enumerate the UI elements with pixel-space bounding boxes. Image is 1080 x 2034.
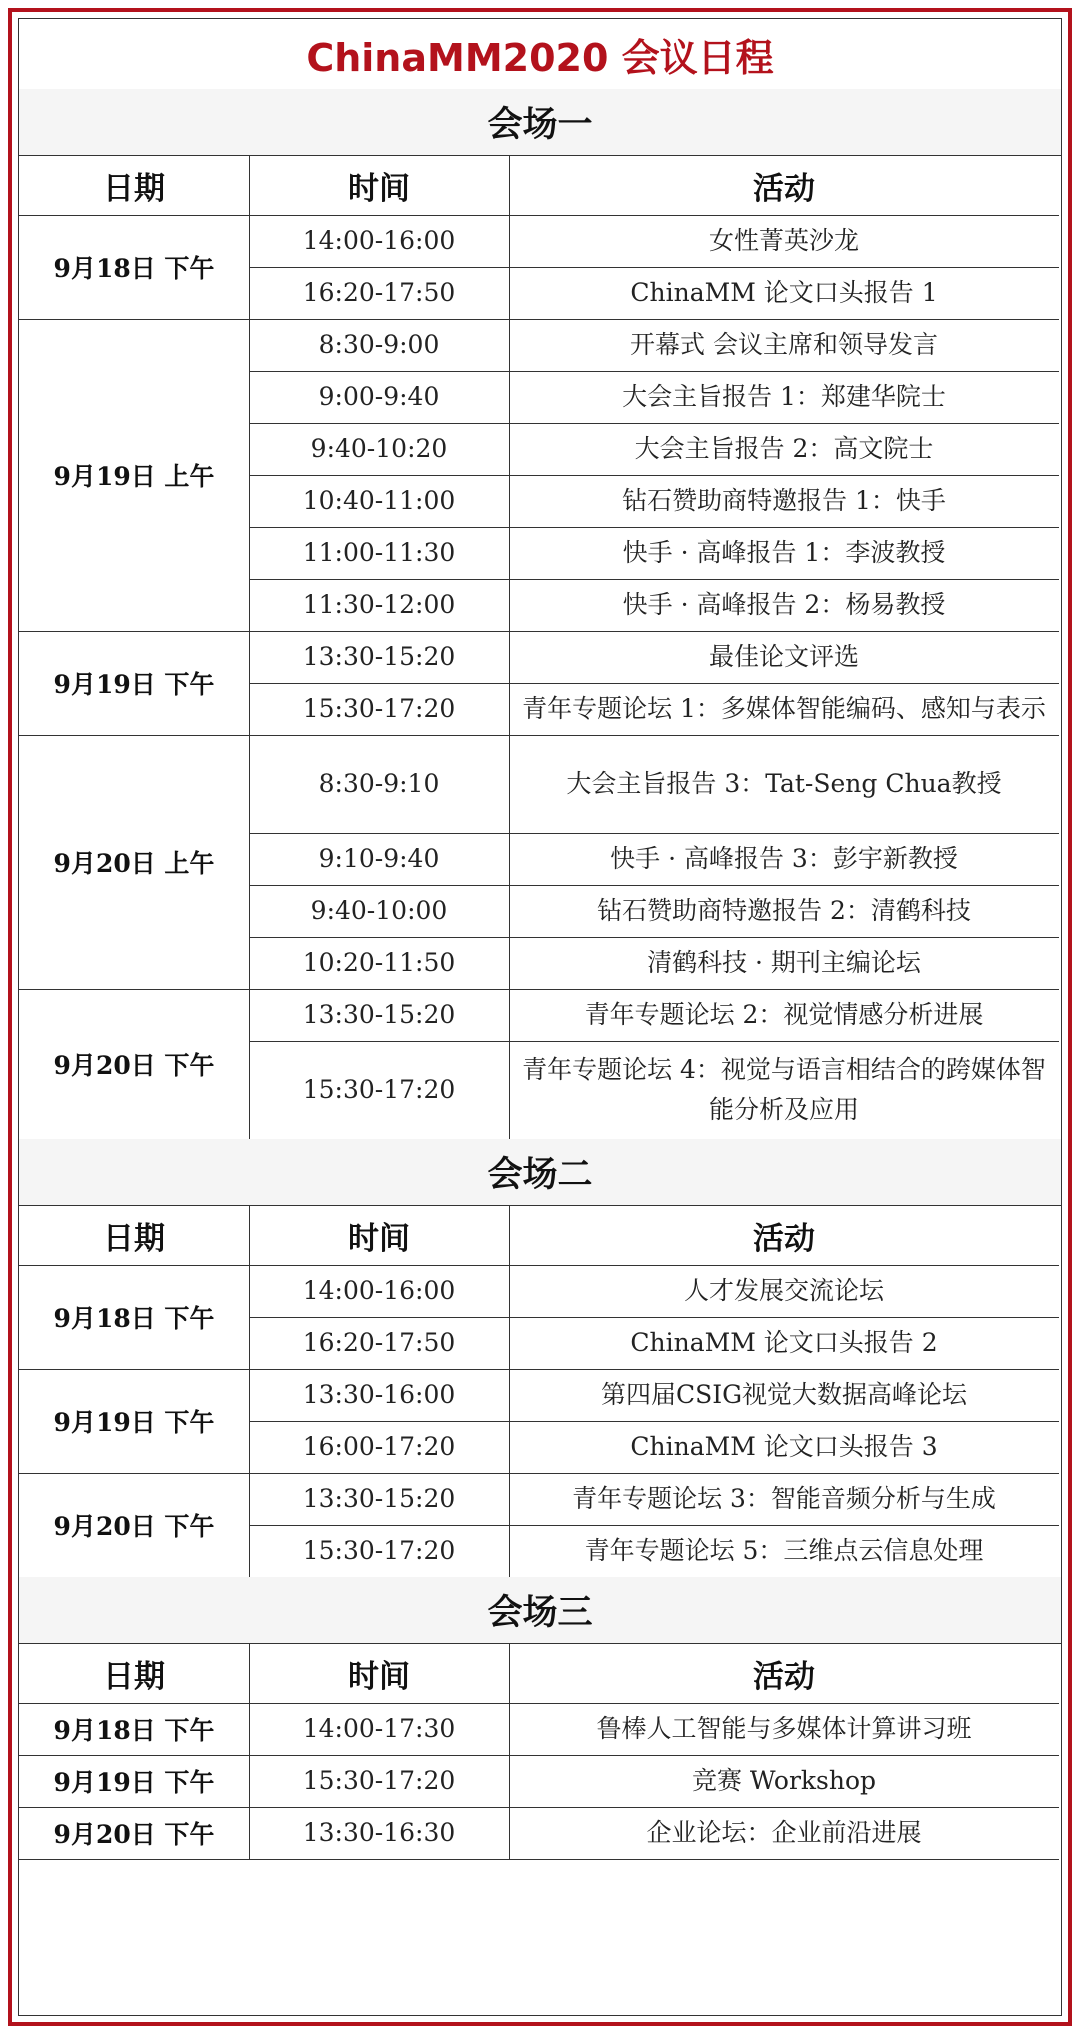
date-cell: 9月19日 下午	[53, 1408, 215, 1437]
activity-cell: 女性菁英沙龙	[708, 226, 859, 255]
column-divider	[249, 1205, 250, 1577]
time-cell: 13:30-16:00	[302, 1380, 456, 1409]
time-cell: 9:10-9:40	[318, 844, 440, 873]
time-cell: 16:20-17:50	[302, 278, 456, 307]
time-cell: 13:30-16:30	[302, 1818, 456, 1847]
time-cell: 13:30-15:20	[302, 1000, 456, 1029]
time-cell: 15:30-17:20	[302, 1536, 456, 1565]
column-divider	[509, 155, 510, 1139]
activity-cell: 企业论坛：企业前沿进展	[646, 1818, 922, 1847]
date-cell: 9月20日 上午	[53, 849, 215, 878]
activity-cell: 最佳论文评选	[708, 642, 859, 671]
time-cell: 14:00-16:00	[302, 226, 456, 255]
activity-cell: 快手 · 高峰报告 3：彭宇新教授	[610, 844, 958, 873]
activity-cell: 大会主旨报告 3：Tat-Seng Chua教授	[566, 769, 1002, 798]
activity-cell: 清鹤科技 · 期刊主编论坛	[647, 948, 921, 977]
activity-cell: 青年专题论坛 2：视觉情感分析进展	[584, 1000, 984, 1029]
header-date: 日期	[103, 1658, 165, 1695]
header-activity: 活动	[753, 170, 815, 207]
activity-cell: 青年专题论坛 5：三维点云信息处理	[584, 1536, 984, 1565]
activity-cell: 快手 · 高峰报告 2：杨易教授	[622, 590, 946, 619]
activity-cell: ChinaMM 论文口头报告 3	[630, 1432, 938, 1461]
header-activity: 活动	[753, 1658, 815, 1695]
column-divider	[509, 1643, 510, 1859]
activity-cell: 人才发展交流论坛	[683, 1276, 884, 1305]
time-cell: 11:00-11:30	[302, 538, 456, 567]
date-cell: 9月20日 下午	[53, 1512, 215, 1541]
activity-cell: 青年专题论坛 3：智能音频分析与生成	[572, 1484, 996, 1513]
activity-cell: 钻石赞助商特邀报告 2：清鹤科技	[597, 896, 971, 925]
column-divider	[249, 155, 250, 1139]
activity-cell: 快手 · 高峰报告 1：李波教授	[622, 538, 946, 567]
time-cell: 14:00-17:30	[302, 1714, 456, 1743]
activity-cell: ChinaMM 论文口头报告 2	[630, 1328, 938, 1357]
activity-cell: ChinaMM 论文口头报告 1	[630, 278, 938, 307]
time-cell: 10:40-11:00	[302, 486, 456, 515]
activity-cell: 大会主旨报告 2：高文院士	[634, 434, 934, 463]
time-cell: 10:20-11:50	[302, 948, 456, 977]
date-cell: 9月20日 下午	[53, 1051, 215, 1080]
header-date: 日期	[103, 170, 165, 207]
time-cell: 9:40-10:20	[310, 434, 448, 463]
activity-cell: 青年专题论坛 1：多媒体智能编码、感知与表示	[522, 694, 1046, 723]
schedule-sheet	[8, 8, 1072, 2026]
header-time: 时间	[348, 1658, 410, 1695]
header-time: 时间	[348, 170, 410, 207]
header-time: 时间	[348, 1220, 410, 1257]
time-cell: 15:30-17:20	[302, 1766, 456, 1795]
column-divider	[509, 1205, 510, 1577]
date-cell: 9月20日 下午	[53, 1820, 215, 1849]
time-cell: 8:30-9:10	[318, 769, 440, 798]
activity-cell: 钻石赞助商特邀报告 1：快手	[622, 486, 946, 515]
header-activity: 活动	[753, 1220, 815, 1257]
time-cell: 15:30-17:20	[302, 1075, 456, 1104]
column-divider	[249, 1643, 250, 1859]
date-cell: 9月19日 下午	[53, 1768, 215, 1797]
time-cell: 13:30-15:20	[302, 642, 456, 671]
date-cell: 9月18日 下午	[53, 1716, 215, 1745]
date-cell: 9月18日 下午	[53, 254, 215, 283]
date-cell: 9月18日 下午	[53, 1304, 215, 1333]
date-cell: 9月19日 上午	[53, 462, 215, 491]
schedule-table	[18, 18, 1062, 2016]
venue-heading: 会场一	[19, 89, 1061, 156]
time-cell: 9:00-9:40	[318, 382, 440, 411]
venue-heading: 会场二	[19, 1139, 1061, 1206]
header-date: 日期	[103, 1220, 165, 1257]
activity-cell: 鲁棒人工智能与多媒体计算讲习班	[596, 1714, 972, 1743]
time-cell: 9:40-10:00	[310, 896, 448, 925]
time-cell: 14:00-16:00	[302, 1276, 456, 1305]
time-cell: 16:00-17:20	[302, 1432, 456, 1461]
time-cell: 15:30-17:20	[302, 694, 456, 723]
page-title: ChinaMM2020 会议日程	[19, 19, 1061, 90]
date-cell: 9月19日 下午	[53, 670, 215, 699]
activity-cell: 开幕式 会议主席和领导发言	[630, 330, 938, 359]
time-cell: 13:30-15:20	[302, 1484, 456, 1513]
row-divider	[19, 1859, 1059, 1860]
venue-heading: 会场三	[19, 1577, 1061, 1644]
time-cell: 16:20-17:50	[302, 1328, 456, 1357]
activity-cell: 竞赛 Workshop	[691, 1766, 877, 1795]
activity-cell: 大会主旨报告 1：郑建华院士	[622, 382, 946, 411]
activity-cell: 第四届CSIG视觉大数据高峰论坛	[600, 1380, 968, 1409]
time-cell: 8:30-9:00	[318, 330, 440, 359]
activity-cell: 青年专题论坛 4：视觉与语言相结合的跨媒体智能分析及应用	[522, 1055, 1046, 1124]
time-cell: 11:30-12:00	[302, 590, 456, 619]
